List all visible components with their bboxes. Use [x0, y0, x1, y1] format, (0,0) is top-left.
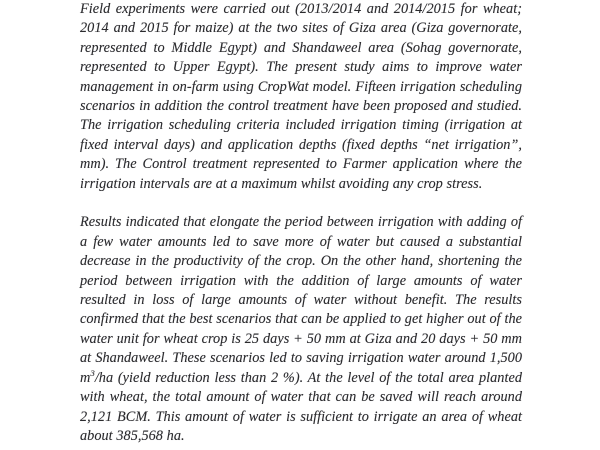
text-column [80, 0, 522, 446]
paragraph-methods: Field experiments were carried out (2013/2014 and 2014/2015 for wheat; 2014 and 2015 for maize) at the two sites of Giza area (Giza governorate, represented to Middle Egypt) and Shandaweel area (Sohag governorate, represented to Upper Egypt). The present study aims to improve water management in on-farm using CropWat model. Fifteen irrigation scheduling scenarios in addition the control treatment have been proposed and studied. The irrigation scheduling criteria included irrigation timing (irrigation at fixed interval days) and application depths (fixed depths “net irrigation”, mm). The Control treatment represented to Farmer application where the irrigation intervals are at a maximum whilst avoiding any crop stress. [80, 1, 522, 192]
cubic-meter-superscript: 3 [90, 367, 95, 378]
results-text-before-superscript: Results indicated that elongate the period between irrigation with adding of a few water amounts led to save more of water but caused a substantial decrease in the productivity of the crop. On the other hand, shortening the period between irrigation with the addition of large amounts of water resulted in loss of large amounts of water without benefit. The results confirmed that the best scenarios that can be applied to get higher out of the water unit for wheat crop is 25 days + 50 mm at Giza and 20 days + 50 mm at Shandaweel. These scenarios led to saving irrigation water around 1,500 m [80, 214, 522, 386]
paragraph-results [80, 213, 522, 446]
results-text-after-superscript: /ha (yield reduction less than 2 %). At the level of the total area planted with wheat, the total amount of water that can be saved will reach around 2,121 BCM. This amount of water is sufficient to irrigate an area of wheat about 385,568 ha. [80, 369, 522, 444]
